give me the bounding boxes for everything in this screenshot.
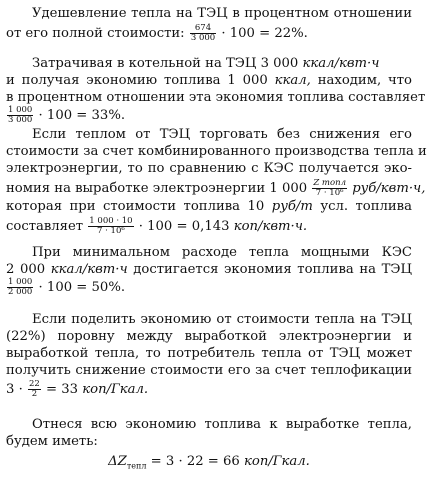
paragraph-minimal-consumption xyxy=(6,244,412,297)
text-fragment: · 100 = 22%. xyxy=(221,26,308,41)
fraction-denominator: 2 xyxy=(31,389,38,399)
fraction-denominator: 7 · 10⁶ xyxy=(315,188,344,198)
fraction-numerator: 1 000 xyxy=(8,277,33,287)
text-line xyxy=(6,178,426,198)
text-fragment: находим, что xyxy=(317,73,412,88)
paragraph-all-economy-to-heat xyxy=(6,416,412,475)
text-fragment: · 100 = 0,143 xyxy=(138,219,230,234)
text-line: стоимости за счет комбинированного производства тепла и xyxy=(6,144,427,159)
text-line xyxy=(6,261,412,278)
text-line xyxy=(6,217,412,236)
fraction-numerator: 1 000 xyxy=(8,105,33,115)
text-line: Если поделить экономию от стоимости тепла на ТЭЦ xyxy=(32,312,412,327)
text-fragment: и получая экономию топлива 1 000 xyxy=(6,73,268,88)
text-line: При минимальном расходе тепла мощными КЭС xyxy=(32,245,412,260)
text-fragment: 3 · xyxy=(6,382,23,397)
formula-subscript: тепл xyxy=(126,461,147,471)
fraction-numerator: 1 000 · 10 xyxy=(89,216,133,226)
fraction-numerator: Z топл xyxy=(313,178,346,188)
text-line xyxy=(6,24,412,43)
text-fragment: составляет xyxy=(6,219,84,234)
text-fragment: номия на выработке электроэнергии 1 000 xyxy=(6,181,308,196)
unit-text: коп/Гкал. xyxy=(82,382,149,397)
text-fragment: достигается экономия топлива на ТЭЦ xyxy=(133,262,412,277)
text-line: Удешевление тепла на ТЭЦ в процентном отношении xyxy=(32,6,412,21)
text-line xyxy=(6,72,412,89)
text-line: в процентном отношении эта экономия топлива составляет xyxy=(6,90,426,105)
text-line xyxy=(6,198,412,215)
text-line: будем иметь: xyxy=(6,434,98,449)
fraction xyxy=(7,278,33,297)
fraction-denominator: 7 · 10⁶ xyxy=(97,226,125,236)
unit-text: руб/квт·ч, xyxy=(352,181,426,196)
formula-line xyxy=(6,453,412,475)
fraction-denominator: 2 000 xyxy=(8,287,33,297)
fraction-denominator: 3 000 xyxy=(8,115,33,125)
text-line: Если теплом от ТЭЦ торговать без снижения его xyxy=(32,127,412,142)
text-line: (22%) поровну между выработкой электроэнергии и xyxy=(6,329,412,344)
text-fragment: Затрачивая в котельной на ТЭЦ 3 000 xyxy=(32,56,299,71)
unit-text: коп/квт·ч. xyxy=(233,219,308,234)
unit-text: коп/Гкал. xyxy=(244,454,310,469)
text-line xyxy=(6,106,412,125)
text-fragment: = 33 xyxy=(46,382,79,397)
fraction-numerator: 22 xyxy=(28,379,40,389)
text-fragment: · 100 = 50%. xyxy=(38,280,126,295)
fraction xyxy=(190,24,216,43)
text-line: Отнеся всю экономию топлива к выработке тепла, xyxy=(32,417,412,432)
fraction xyxy=(312,179,347,198)
fraction xyxy=(88,217,133,236)
text-line xyxy=(6,278,412,297)
text-line: выработкой тепла, то потребитель тепла от ТЭЦ может xyxy=(6,346,412,361)
formula-text: = 3 · 22 = 66 xyxy=(150,454,240,469)
text-fragment: усл. топлива xyxy=(320,199,412,214)
text-fragment: от его полной стоимости: xyxy=(6,26,185,41)
paragraph-heat-cost-reduction xyxy=(6,5,412,43)
text-line xyxy=(6,380,412,399)
formula-symbol: ΔZ xyxy=(108,454,127,469)
fraction-denominator: 3 000 xyxy=(190,33,216,43)
paragraph-cost-split xyxy=(6,311,412,399)
paragraph-fuel-economy xyxy=(6,55,426,125)
text-line xyxy=(6,55,412,72)
text-fragment: 2 000 xyxy=(6,262,46,277)
unit-text: ккал/квт·ч xyxy=(50,262,128,277)
text-fragment: которая при стоимости топлива 10 xyxy=(6,199,265,214)
fraction xyxy=(28,380,41,399)
fraction xyxy=(7,106,33,125)
unit-text: ккал/квт·ч xyxy=(302,56,380,71)
unit-text: руб/т xyxy=(271,199,313,214)
text-line: электроэнергии, то по сравнению с КЭС получается эко- xyxy=(6,161,412,176)
text-fragment: · 100 = 33%. xyxy=(38,108,126,123)
text-line: получить снижение стоимости его за счет теплофикации xyxy=(6,363,412,378)
unit-text: ккал, xyxy=(274,73,311,88)
fraction-numerator: 674 xyxy=(190,24,216,34)
paragraph-electricity-economy xyxy=(6,126,427,236)
